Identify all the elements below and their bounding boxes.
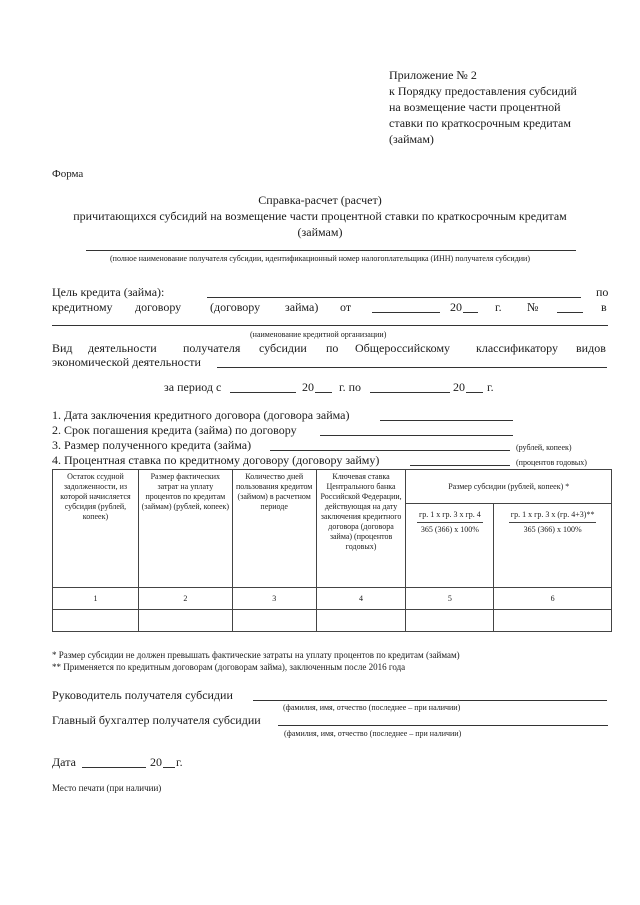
col-num-3: 3 <box>232 588 316 610</box>
head-caption: (фамилия, имя, отчество (последнее – при наличии) <box>283 703 461 712</box>
form-label: Форма <box>52 168 84 180</box>
item-1: 1. Дата заключения кредитного договора (договора займа) <box>52 408 350 422</box>
purpose-po: по <box>596 285 609 299</box>
accountant-label: Главный бухгалтер получателя субсидии <box>52 713 261 727</box>
activity-word-8: видов <box>576 341 606 355</box>
period-prefix: за период с <box>164 380 222 394</box>
date-label: Дата <box>52 755 76 769</box>
period-mid: г. по <box>339 380 361 394</box>
agreement-word-3: (договору <box>210 300 261 314</box>
formula-6 <box>494 504 612 588</box>
col-header-1: Остаток ссудной задолженности, из которой начисляется субсидия (рублей, копеек) <box>53 470 139 588</box>
date-field[interactable] <box>82 767 146 768</box>
credit-org-field[interactable] <box>52 325 608 326</box>
item-3-unit: (рублей, копеек) <box>516 443 572 452</box>
agreement-word-2: договору <box>135 300 182 314</box>
period-end-field[interactable] <box>370 392 450 393</box>
formula-6-den: 365 (366) х 100% <box>523 525 582 534</box>
cell-2[interactable] <box>138 610 232 632</box>
col-header-2: Размер фактических затрат на уплату процентов по кредитам (займам) (рублей, копеек) <box>138 470 232 588</box>
activity-word-1: Вид <box>52 341 73 355</box>
agreement-no: № <box>527 300 539 314</box>
activity-word-4: субсидии <box>259 341 307 355</box>
activity-word-6: Общероссийскому <box>355 341 451 355</box>
agreement-word-1: кредитному <box>52 300 113 314</box>
agreement-word-5: от <box>340 300 352 314</box>
doc-title-2: причитающихся субсидий на возмещение части процентной ставки по краткосрочным кредитам <box>73 209 567 223</box>
formula-6-num: гр. 1 х гр. 3 х (гр. 4+3)** <box>509 510 597 523</box>
item-4: 4. Процентная ставка по кредитному договору (договору займу) <box>52 453 380 467</box>
appendix-line-1: Приложение № 2 <box>389 68 477 82</box>
item-3-field[interactable] <box>270 450 510 451</box>
agreement-number-field[interactable] <box>557 312 583 313</box>
period-start-field[interactable] <box>230 392 296 393</box>
cell-4[interactable] <box>316 610 406 632</box>
item-4-unit: (процентов годовых) <box>516 458 587 467</box>
appendix-line-4: ставки по краткосрочным кредитам <box>389 116 571 130</box>
activity-word-5: по <box>326 341 339 355</box>
doc-title-1: Справка-расчет (расчет) <box>258 193 382 207</box>
accountant-signature-field[interactable] <box>278 725 608 726</box>
cell-1[interactable] <box>53 610 139 632</box>
footnote-2: ** Применяется по кредитным договорам (договорам займа), заключенным после 2016 года <box>52 662 406 672</box>
date-year-field[interactable] <box>163 767 175 768</box>
appendix-line-5: (займам) <box>389 132 434 146</box>
cell-6[interactable] <box>494 610 612 632</box>
doc-title-3: (займам) <box>297 225 343 239</box>
cell-3[interactable] <box>232 610 316 632</box>
activity-word-7: классификатору <box>476 341 559 355</box>
col-num-5: 5 <box>406 588 494 610</box>
period-suffix: г. <box>487 380 494 394</box>
agreement-date-field[interactable] <box>372 312 440 313</box>
credit-org-caption: (наименование кредитной организации) <box>250 330 387 339</box>
recipient-name-field[interactable] <box>86 250 576 251</box>
head-signature-field[interactable] <box>253 700 607 701</box>
period-y2: 20 <box>453 380 465 394</box>
item-4-field[interactable] <box>410 465 510 466</box>
head-label: Руководитель получателя субсидии <box>52 688 233 702</box>
agreement-g: г. <box>495 300 502 314</box>
activity-word-3: получателя <box>183 341 241 355</box>
col-num-2: 2 <box>138 588 232 610</box>
purpose-field[interactable] <box>207 297 581 298</box>
col-header-4: Ключевая ставка Центрального банка Российской Федерации, действующая на дату заключения кредитного договора (договора займа) (процентов годовых) <box>316 470 406 588</box>
appendix-line-2: к Порядку предоставления субсидий <box>389 84 577 98</box>
agreement-year-field[interactable] <box>463 312 478 313</box>
stamp-place: Место печати (при наличии) <box>52 783 162 793</box>
calculation-table <box>52 469 612 632</box>
table-row <box>53 610 612 632</box>
footnote-1: * Размер субсидии не должен превышать фактические затраты на уплату процентов по кредитам (займам) <box>52 650 460 660</box>
formula-5-den: 365 (366) х 100% <box>420 525 479 534</box>
appendix-line-3: на возмещение части процентной <box>389 100 561 114</box>
item-3: 3. Размер полученного кредита (займа) <box>52 438 252 452</box>
col-num-1: 1 <box>53 588 139 610</box>
period-y1: 20 <box>302 380 314 394</box>
period-y2-field[interactable] <box>466 392 483 393</box>
period-y1-field[interactable] <box>315 392 332 393</box>
formula-5 <box>406 504 494 588</box>
col-num-4: 4 <box>316 588 406 610</box>
col-header-subsidy: Размер субсидии (рублей, копеек) * <box>406 470 612 504</box>
date-suffix: г. <box>176 755 183 769</box>
cell-5[interactable] <box>406 610 494 632</box>
activity-field[interactable] <box>217 367 607 368</box>
accountant-caption: (фамилия, имя, отчество (последнее – при наличии) <box>284 729 462 738</box>
agreement-v: в <box>601 300 607 314</box>
recipient-caption: (полное наименование получателя субсидии, идентификационный номер налогоплательщика (ИНН) получателя субсидии) <box>110 254 530 263</box>
purpose-label: Цель кредита (займа): <box>52 285 165 299</box>
formula-5-num: гр. 1 х гр. 3 х гр. 4 <box>417 510 483 523</box>
item-1-field[interactable] <box>380 420 513 421</box>
col-header-3: Количество дней пользования кредитом (займом) в расчетном периоде <box>232 470 316 588</box>
activity-word-2: деятельности <box>88 341 157 355</box>
item-2: 2. Срок погашения кредита (займа) по договору <box>52 423 297 437</box>
agreement-word-4: займа) <box>285 300 319 314</box>
col-num-6: 6 <box>494 588 612 610</box>
item-2-field[interactable] <box>320 435 513 436</box>
date-year: 20 <box>150 755 162 769</box>
activity-line-2: экономической деятельности <box>52 355 201 369</box>
agreement-year: 20 <box>450 300 462 314</box>
